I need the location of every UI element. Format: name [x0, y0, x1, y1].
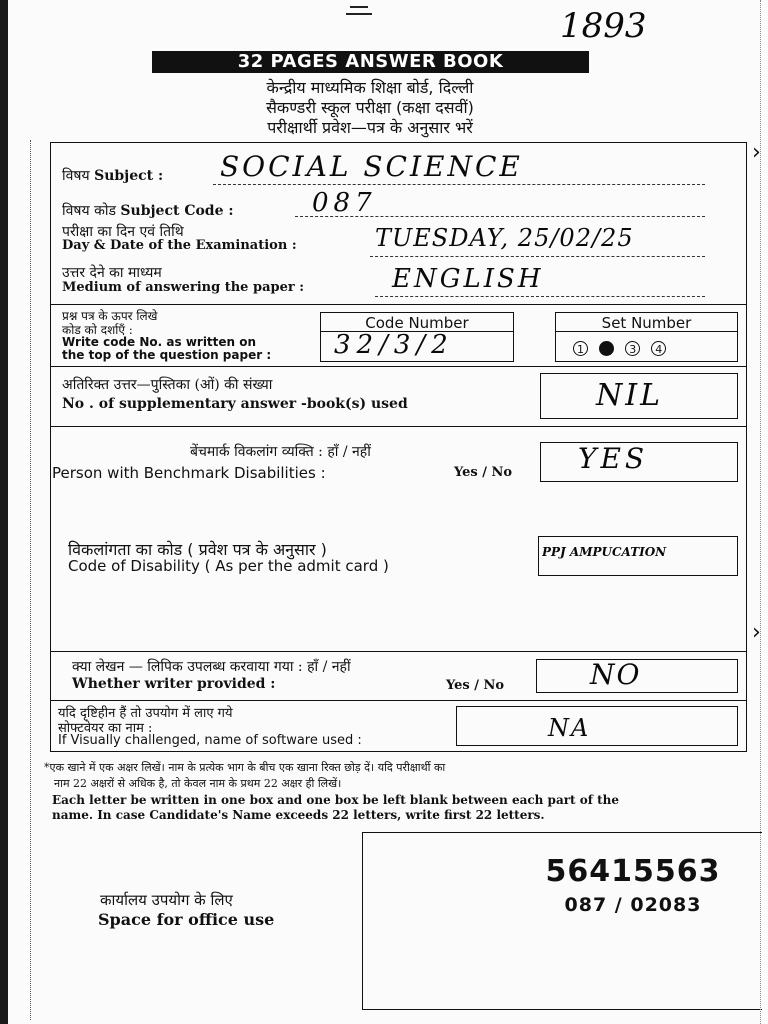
set-option-3[interactable]: 3: [625, 341, 640, 356]
writer-label-hindi: क्या लेखन — लिपिक उपलब्ध करवाया गया : हाँ / नहीं: [72, 659, 351, 675]
set-number-options: [570, 338, 730, 357]
writer-options: Yes / No: [446, 678, 505, 693]
subject-value[interactable]: SOCIAL SCIENCE: [220, 150, 523, 183]
instruction-english-2: name. In case Candidate's Name exceeds 22 letters, write first 22 letters.: [52, 808, 545, 822]
code-label-2: the top of the question paper :: [62, 348, 272, 362]
instruction-english-1: Each letter be written in one box and one box be left blank between each part of the: [52, 793, 620, 807]
right-margin-mark: ›: [752, 620, 761, 645]
office-label: Space for office use: [98, 910, 275, 929]
software-value[interactable]: NA: [548, 714, 591, 742]
board-name-hindi: केन्द्रीय माध्यमिक शिक्षा बोर्ड, दिल्ली: [266, 78, 474, 97]
disability-options: Yes / No: [454, 465, 513, 480]
software-label: If Visually challenged, name of software used :: [58, 733, 362, 748]
supplementary-label: No . of supplementary answer -book(s) used: [62, 396, 408, 412]
set-option-2-filled[interactable]: 2: [599, 341, 614, 356]
instruction-hindi-1: *एक खाने में एक अक्षर लिखें। नाम के प्रत्येक भाग के बीच एक खाना रिक्त छोड़ दें। यदि परीक्षार्थी का: [44, 761, 446, 774]
code-label-hindi-2: कोड को दर्शाएँ :: [62, 323, 133, 337]
exam-date-label-hindi: परीक्षा का दिन एवं तिथि: [62, 224, 184, 240]
office-sub-code: 087 / 02083: [564, 894, 702, 916]
supplementary-value[interactable]: NIL: [596, 378, 664, 413]
code-number-label: Code Number: [365, 314, 469, 332]
medium-label: Medium of answering the paper :: [62, 280, 305, 295]
serial-number: 1893: [560, 6, 647, 46]
writer-label: Whether writer provided :: [72, 676, 276, 692]
right-margin-mark: ›: [752, 140, 761, 165]
top-mark: [346, 13, 372, 15]
software-box: [456, 706, 738, 746]
left-scan-edge: [0, 0, 8, 1024]
disability-code-label-hindi: विकलांगता का कोड ( प्रवेश पत्र के अनुसार ): [68, 540, 327, 559]
exam-date-label: Day & Date of the Examination :: [62, 238, 297, 253]
barcode-number: 56415563: [545, 854, 721, 889]
exam-name-hindi: सैकण्डरी स्कूल परीक्षा (कक्षा दसवीं): [266, 98, 474, 117]
writer-value[interactable]: NO: [590, 658, 642, 691]
medium-value[interactable]: ENGLISH: [392, 264, 544, 294]
set-option-4[interactable]: 4: [651, 341, 666, 356]
office-label-hindi: कार्यालय उपयोग के लिए: [100, 891, 233, 909]
instruction-hindi: परीक्षार्थी प्रवेश—पत्र के अनुसार भरें: [267, 118, 473, 137]
subject-code-label: विषय कोड Subject Code :: [62, 203, 234, 219]
subject-label: विषय Subject :: [62, 168, 164, 184]
software-label-hindi-2: सोफ्टवेयर का नाम :: [58, 721, 153, 736]
subject-code-value[interactable]: 087: [312, 188, 377, 218]
instruction-hindi-2: नाम 22 अक्षरों से अधिक है, तो केवल नाम के प्रथम 22 अक्षर ही लिखें।: [54, 777, 342, 790]
code-label-hindi-1: प्रश्न पत्र के ऊपर लिखे: [62, 309, 158, 323]
disability-label-hindi: बेंचमार्क विकलांग व्यक्ति : हाँ / नहीं: [190, 444, 371, 460]
disability-code-label: Code of Disability ( As per the admit card ): [68, 557, 389, 575]
software-label-hindi-1: यदि दृष्टिहीन हैं तो उपयोग में लाए गये: [58, 706, 233, 721]
left-margin-marks: [30, 140, 37, 1020]
set-option-1[interactable]: 1: [573, 341, 588, 356]
medium-label-hindi: उत्तर देने का माध्यम: [62, 265, 162, 281]
set-number-label: Set Number: [601, 314, 692, 332]
page-title: 32 PAGES ANSWER BOOK: [152, 51, 589, 73]
disability-code-value[interactable]: PPJ AMPUCATION: [542, 545, 667, 559]
code-number-value[interactable]: 32/3/2: [334, 330, 454, 360]
disability-label: Person with Benchmark Disabilities :: [52, 464, 326, 482]
exam-date-value[interactable]: TUESDAY, 25/02/25: [375, 224, 634, 252]
code-label-1: Write code No. as written on: [62, 335, 257, 349]
supplementary-label-hindi: अतिरिक्त उत्तर—पुस्तिका (ओं) की संख्या: [62, 377, 273, 393]
top-mark: [350, 6, 368, 8]
disability-value[interactable]: YES: [578, 442, 649, 475]
